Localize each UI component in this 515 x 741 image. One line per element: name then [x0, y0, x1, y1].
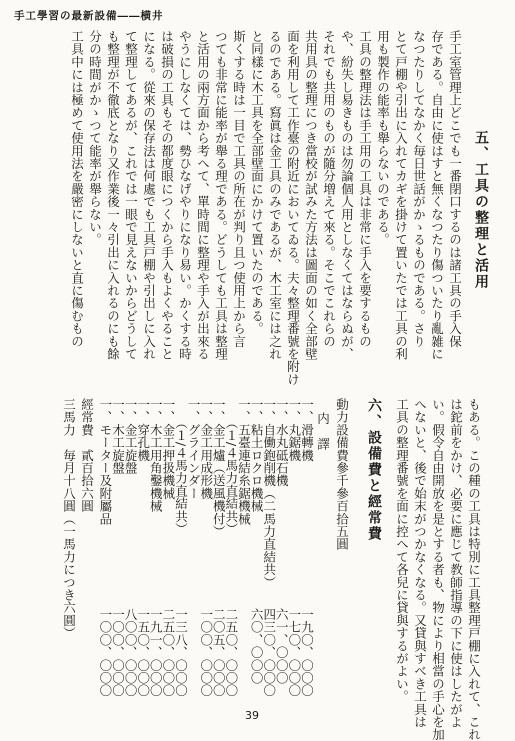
equipment-item-amount: 四三〇、〇〇〇	[261, 608, 277, 697]
section6-intro-line: は鉈前をかけ、必要に應じて教師指導の下に使はしたがよ	[448, 398, 464, 729]
section6-intro-line: へないと、後で始末がつかなくなる。又貸與すべき工具は	[412, 398, 428, 729]
equipment-item-name: 一、金工旋盤	[123, 398, 139, 475]
section5-line: それでも共用のものが隨分増えて來る。そこでこれらの	[321, 30, 337, 348]
section5-line: つても非常に能率が舉る理である。どうしても工具は整理	[213, 30, 229, 361]
equipment-item-amount: 一七〇、〇〇〇	[286, 608, 302, 697]
equipment-item-name: （１/４馬力直結共）	[173, 410, 189, 536]
equipment-item-name: 一、自働鉋削機（二馬力直結共）	[261, 398, 277, 589]
section5-line: は破損の工具もその都度眼につくから手入もよくやること	[159, 30, 175, 361]
running-cost-value: 貳百拾六圓	[79, 448, 95, 513]
equipment-item-amount: 一〇〇、〇〇〇	[97, 608, 113, 697]
section5-heading: 五、工具の整理と活用	[473, 130, 489, 290]
equipment-item-amount: 一〇〇、〇〇〇	[198, 608, 214, 697]
equipment-item-amount: 二〇五、〇〇〇	[211, 608, 227, 697]
running-cost-label: 經常費	[79, 398, 95, 437]
equipment-item-amount: 六〇、〇〇〇	[249, 608, 265, 685]
section5-line: 存である。自由に使はすと無くなつたり傷ついたり亂雑に	[429, 30, 445, 361]
section5-line: も整理が不徹底となり又作業後一々引出に入れるのにも餘	[105, 30, 121, 361]
section5-line: と活用の兩方面から考へて、單時間に整理や手入が出來る	[195, 30, 211, 361]
equipment-item-name: 一、モーター及附屬品	[97, 398, 113, 525]
section5-line: て整理してあるが、これでは一眼で見えないからどうして	[123, 30, 139, 361]
equipment-item-amount: 一五〇、〇〇〇	[135, 608, 151, 697]
section6-heading: 六、設備費と經常費	[366, 398, 382, 542]
section5-line: 斯くする時は一目で工具の所在が判り且つ使用上から言	[231, 30, 247, 348]
equipment-item-amount: 一九一、〇〇〇	[148, 608, 164, 697]
section5-line: とて戸棚や引出に入れてカギを掛けて置いたでは工具の利	[393, 30, 409, 361]
section5-line: 面を利用して工作臺の附近においてゐる。夫々整理番號を附け	[285, 30, 301, 386]
equipment-item-name: 一、木工用角鑿機械	[148, 398, 164, 513]
section5-line: 分の時間がかゝつて能率が舉らない。	[87, 30, 103, 246]
section5-line: なつたりしてなかく毎日世話がかゝるものである。さり	[411, 30, 427, 348]
equipment-item-name: 一、滑轉機	[299, 398, 315, 462]
section5-line: 工具中には極めて使用法を嚴密にしないと直に傷むもの	[69, 30, 85, 348]
equipment-item-amount: 二五〇、〇〇〇	[223, 608, 239, 697]
equipment-item-amount: 二五〇、〇〇〇	[160, 608, 176, 697]
equipment-item-amount: 六一、〇〇〇	[274, 608, 290, 685]
section6-intro-line: もある。この種の工具は特別に工具整理戸棚に入れて、これ	[466, 398, 482, 741]
section5-line: と同樣に木工具を全部壁面にかけて置いたのである。	[249, 30, 265, 335]
section5-line: 手工室管理上どこでも一番閉口するのは諸工具の手入保	[447, 30, 463, 348]
section-divider	[250, 28, 251, 30]
section5-line: 工具の整理法は手工用の工具は非常に手入を要するもの	[357, 30, 373, 348]
equipment-item-name: 一、五臺連結糸鋸機械	[236, 398, 252, 525]
section5-line: やうにしなくては、勢ひなげやりになり易い。かくする時	[177, 30, 193, 361]
running-cost-line	[80, 398, 93, 512]
section5-line: 共用具の整理につき當校が試みた方法は圖面の如く全部壁	[303, 30, 319, 361]
equipment-item-name: 一、グラインダー	[186, 398, 202, 500]
equipment-item-amount: 一九〇、〇〇〇	[299, 608, 315, 697]
section5-line: になる。從來の保存法は何處でも工具戸棚や引出しに入れ	[141, 30, 157, 361]
equipment-item-name: （１/４馬力直結共）	[223, 410, 239, 536]
equipment-item-name: 一、穿孔機	[135, 398, 151, 462]
breakdown-label: 内 譯	[315, 412, 331, 451]
equipment-item-name: 一、粘土ロクロ機械	[249, 398, 265, 513]
page-number: 39	[245, 709, 259, 722]
equipment-item-name: 一、金工爐（送風機付）	[211, 398, 227, 538]
running-head: 手工學習の最新設備――横井	[14, 10, 164, 22]
equipment-item-name: 一、木工旋盤	[110, 398, 126, 475]
equipment-item-name: 一、丸鋸機	[286, 398, 302, 462]
section6-intro-line: い。假令自由開放を是とする者も、物により相當の手心を加	[430, 398, 446, 741]
section5-line: るのである。寫眞は金工具のみであるが、木工室には之れ	[267, 30, 283, 361]
section5-line: 用も製作の能率も舉らないのである。	[375, 30, 391, 246]
equipment-item-name: 一、水丸砥石機	[274, 398, 290, 487]
equipment-item-amount: 一〇〇、〇〇〇	[110, 608, 126, 697]
horsepower-cost-line: 三馬力 毎月十八圓（一馬力につき六圓）	[61, 398, 77, 640]
equipment-item-amount: 八〇〇、〇〇〇	[123, 608, 139, 697]
equipment-item-amount: 一三八、〇〇〇	[173, 608, 189, 697]
equipment-cost-subheading: 動力設備費參千參百拾五圓	[334, 398, 350, 551]
section5-line: や、紛失し易きものは勿論個人用としなくてはならぬが、	[339, 30, 355, 361]
section6-intro-line: 工具の整理番號を面に控へて各兒に貸與するがよい。	[394, 398, 410, 703]
equipment-item-name: 一、金工用成形機	[198, 398, 214, 500]
equipment-item-name: 一、金工押扱機械	[160, 398, 176, 500]
